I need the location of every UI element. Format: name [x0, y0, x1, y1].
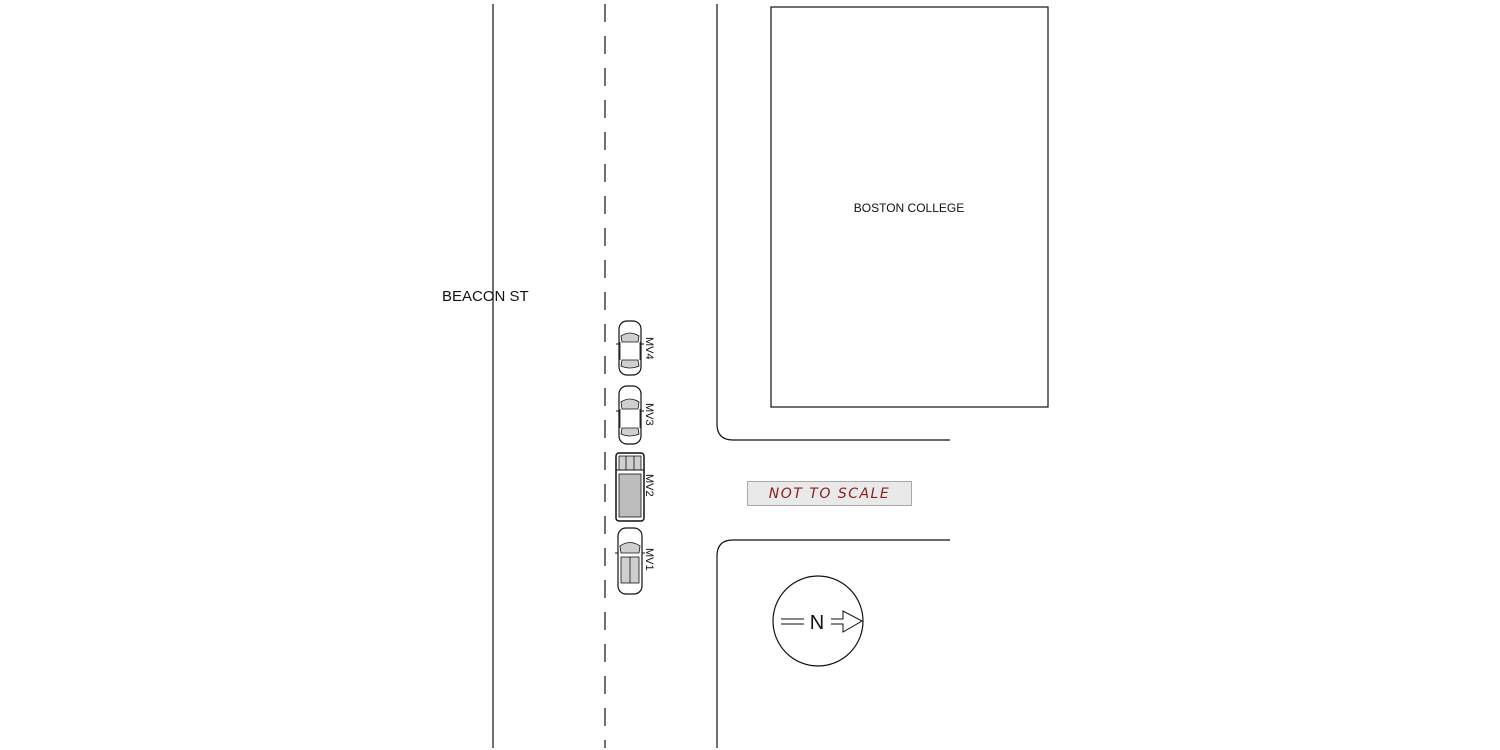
scale-note [747, 481, 912, 506]
vehicle-label: MV3 [643, 403, 655, 426]
vehicle-mv1 [615, 528, 655, 594]
street-label: BEACON ST [442, 288, 529, 305]
vehicle-mv2 [616, 453, 655, 521]
building-label: BOSTON COLLEGE [853, 201, 965, 215]
car-icon [615, 528, 645, 594]
truck-icon [616, 453, 644, 521]
scale-note-text: NOT TO SCALE [768, 485, 891, 502]
compass-letter: N [809, 612, 825, 634]
vehicle-label: MV2 [643, 474, 655, 497]
vehicle-label: MV4 [643, 337, 655, 360]
building [771, 7, 1048, 407]
vehicle-mv4 [616, 321, 655, 375]
street-east-edge-north [717, 4, 950, 440]
vehicle-label: MV1 [643, 548, 655, 571]
north-arrow [773, 576, 863, 666]
car-icon [616, 321, 644, 375]
beacon-street [442, 4, 950, 748]
vehicle-mv3 [616, 386, 655, 444]
car-icon [616, 386, 644, 444]
